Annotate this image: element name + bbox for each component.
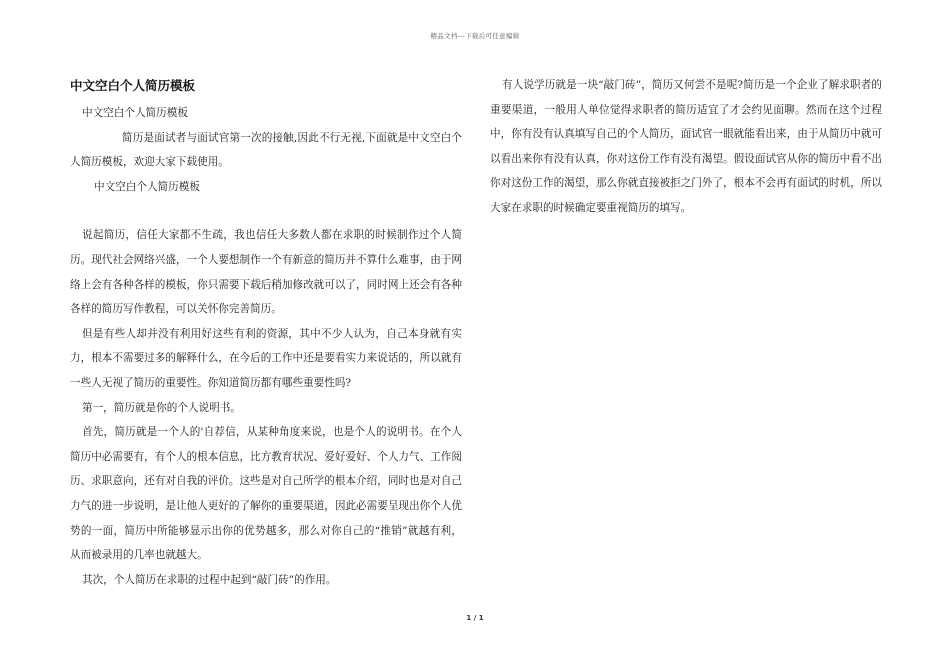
- body-paragraph-1: 说起简历，信任大家都不生疏，我也信任大多数人都在求职的时候制作过个人简历。现代社会网络兴盛，一个人要想制作一个有新意的简历并不算什么难事，由于网络上会有各种各样的模板，你只需要下载后稍加修改就可以了，同时网上还会有各种各样的简历写作教程，可以关怀你完善简历。: [70, 229, 462, 316]
- subtitle: 中文空白个人简历模板: [82, 107, 188, 119]
- blank-line: [70, 199, 462, 223]
- subtitle-repeat: 中文空白个人简历模板: [94, 180, 200, 193]
- page-number: 1 / 1: [466, 614, 484, 622]
- intro-paragraph: 简历是面试者与面试官第一次的接触,因此不行无视,下面就是中文空白个人简历模板，欢迎大家下载使用。: [70, 131, 462, 169]
- body-paragraph-6: 有人说学历就是一块“敲门砖”，简历又何尝不是呢?简历是一个企业了解求职者的重要渠道，一般用人单位觉得求职者的简历适宜了才会约见面聊。然而在这个过程中，你有没有认真填写自己的个人简历，面试官一眼就能看出来，由于从简历中就可以看出来你有没有认真，你对这份工作有没有渴望。假设面试官从你的简历中看不出你对这份工作的渴望，那么你就直接被拒之门外了，根本不会再有面试的时机，所以大家在求职的时候确定要重视简历的填写。: [490, 79, 882, 214]
- body-paragraph-4: 首先，简历就是一个人的'自荐信，从某种角度来说，也是个人的说明书。在个人简历中必需要有，有个人的根本信息，比方教育状况、爱好爱好、个人力气、工作阅历、求职意向，还有对自我的评价。这些是对自己所学的根本介绍，同时也是对自己力气的进一步说明，是让他人更好的了解你的重要渠道，因此必需要呈现出你个人优势的一面，简历中所能够显示出你的优势越多，那么对你自己的“推销”就越有利，从而被录用的几率也就越大。: [70, 426, 462, 562]
- page-header: 精品文档---下载后可任意编辑: [430, 32, 520, 40]
- left-column: [70, 75, 462, 592]
- body-paragraph-5: 其次，个人简历在求职的过程中起到“敲门砖”的作用。: [82, 573, 337, 586]
- document-title: 中文空白个人简历模板: [70, 78, 196, 93]
- body-paragraph-3: 第一，简历就是你的个人说明书。: [82, 401, 241, 414]
- body-paragraph-2: 但是有些人却并没有利用好这些有利的资源，其中不少人认为，自己本身就有实力，根本不需要过多的解释什么，在今后的工作中还是要看实力来说话的，所以就有一些人无视了简历的重要性。你知道简历都有哪些重要性吗?: [70, 327, 462, 389]
- right-column: [490, 73, 882, 221]
